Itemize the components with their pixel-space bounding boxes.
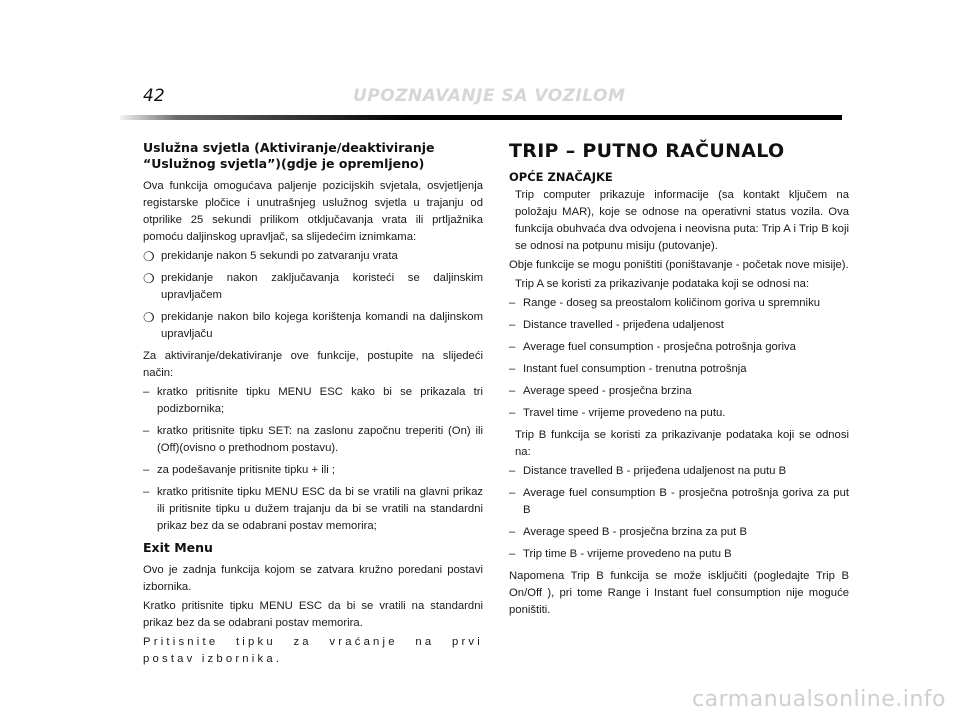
trip-a-item-text: Travel time - vrijeme provedeno na putu.: [523, 407, 726, 419]
list-item-text: prekidanje nakon bilo kojega korištenja komandi na daljinskom upravljaču: [161, 311, 483, 340]
circle-bullet-icon: ❍: [143, 249, 155, 264]
dash-icon: –: [509, 341, 516, 353]
trip-a-item: [509, 405, 849, 422]
header-title: UPOZNAVANJE SA VOZILOM: [353, 86, 626, 106]
dash-icon: –: [509, 319, 516, 331]
list-item-text: prekidanje nakon 5 sekundi po zatvaranju vrata: [161, 250, 398, 262]
general-features-heading: OPĆE ZNAČAJKE: [509, 170, 613, 184]
trip-a-item-text: Average speed - prosječna brzina: [523, 385, 692, 397]
step-text: kratko pritisnite tipku MENU ESC da bi se vratili na glavni prikaz ili pritisnite tipku u dužem trajanju da bi se vratili na standardni prikaz bez da se odabrani postav memorira;: [157, 486, 483, 532]
list-item-text: prekidanje nakon zaključavanja koristeći se daljinskim upravljačem: [161, 272, 483, 301]
exit-menu-heading: Exit Menu: [143, 540, 213, 555]
dash-icon: –: [143, 486, 150, 498]
dash-icon: –: [509, 487, 516, 499]
procedure-intro: Za aktiviranje/dekativiranje ove funkcije, postupite na slijedeći način:: [143, 350, 483, 379]
exit-menu-paragraph-3: Pritisnite tipku za vraćanje na prvi postav izbornika.: [143, 636, 483, 665]
exit-menu-paragraph-2: Kratko pritisnite tipku MENU ESC da bi se vratili na standardni prikaz bez da se odabrani postav memorira.: [143, 600, 483, 629]
dash-icon: –: [143, 464, 150, 476]
trip-note: Napomena Trip B funkcija se može isključiti (pogledajte Trip B On/Off ), pri tome Range i Instant fuel consumption nije moguće poništiti.: [509, 570, 849, 616]
list-item: [143, 248, 483, 265]
trip-a-item: [509, 317, 849, 334]
trip-a-item: [509, 339, 849, 356]
trip-a-item-text: Distance travelled - prijeđena udaljenost: [523, 319, 724, 331]
dash-icon: –: [143, 425, 150, 437]
trip-a-item-text: Range - doseg sa preostalom količinom goriva u spremniku: [523, 297, 821, 309]
dash-icon: –: [509, 297, 516, 309]
trip-paragraph-1: Trip computer prikazuje informacije (sa kontakt ključem na položaju MAR), koje se odnose na operativni status vozila. Ova funkcija obuhvaća dva odvojena i neovisna puta: Trip A i Trip B koji se odnosi na potpunu misiju (putovanje).: [515, 189, 849, 252]
trip-a-item: [509, 361, 849, 378]
step-item: [143, 462, 483, 479]
list-item: [143, 309, 483, 343]
watermark: carmanualsonline.info: [692, 687, 946, 712]
trip-b-intro: Trip B funkcija se koristi za prikazivanje podataka koji se odnosi na:: [515, 429, 849, 458]
step-item: [143, 384, 483, 418]
dash-icon: –: [509, 407, 516, 419]
circle-bullet-icon: ❍: [143, 271, 155, 286]
trip-b-item: [509, 463, 849, 480]
step-item: [143, 423, 483, 457]
step-text: za podešavanje pritisnite tipku + ili ;: [157, 464, 336, 476]
trip-b-item-text: Average speed B - prosječna brzina za put B: [523, 526, 747, 538]
trip-b-item-text: Trip time B - vrijeme provedeno na putu B: [523, 548, 732, 560]
trip-a-item: [509, 383, 849, 400]
service-lights-heading: Uslužna svjetla (Aktiviranje/deaktiviranje “Uslužnog svjetla”)(gdje je opremljeno): [143, 140, 435, 171]
trip-paragraph-2: Obje funkcije se mogu poništiti (poništavanje - početak nove misije).: [509, 259, 849, 271]
trip-b-item: [509, 524, 849, 541]
trip-b-item: [509, 485, 849, 519]
left-column: [143, 140, 483, 670]
dash-icon: –: [509, 526, 516, 538]
dash-icon: –: [509, 385, 516, 397]
trip-a-item-text: Instant fuel consumption - trenutna potrošnja: [523, 363, 747, 375]
trip-b-item: [509, 546, 849, 563]
trip-a-item: [509, 295, 849, 312]
header-rule: [120, 115, 842, 120]
right-column: [509, 140, 849, 621]
dash-icon: –: [509, 548, 516, 560]
step-text: kratko pritisnite tipku MENU ESC kako bi se prikazala tri podizbornika;: [157, 386, 483, 415]
dash-icon: –: [143, 386, 150, 398]
step-item: [143, 484, 483, 535]
dash-icon: –: [509, 363, 516, 375]
trip-a-intro: Trip A se koristi za prikazivanje podataka koji se odnosi na:: [515, 278, 810, 290]
trip-b-item-text: Distance travelled B - prijeđena udaljenost na putu B: [523, 465, 787, 477]
step-text: kratko pritisnite tipku SET: na zaslonu započnu treperiti (On) ili (Off)(ovisno o prethodnom postavu).: [157, 425, 483, 454]
trip-b-item-text: Average fuel consumption B - prosječna potrošnja goriva za put B: [523, 487, 849, 516]
trip-a-item-text: Average fuel consumption - prosječna potrošnja goriva: [523, 341, 796, 353]
service-lights-intro: Ova funkcija omogućava paljenje pozicijskih svjetala, osvjetljenja registarske pločice i unutrašnjeg uslužnog svjetla u trajanju od otprilike 25 sekundi prilikom otključavanja vrata ili prtljažnika pomoću daljinskog upravljač, sa slijedećim iznimkama:: [143, 180, 483, 243]
circle-bullet-icon: ❍: [143, 310, 155, 325]
trip-computer-heading: TRIP – PUTNO RAČUNALO: [509, 140, 785, 162]
exit-menu-paragraph-1: Ovo je zadnja funkcija kojom se zatvara kružno poredani postavi izbornika.: [143, 564, 483, 593]
list-item: [143, 270, 483, 304]
header-page-number: 42: [143, 86, 165, 106]
dash-icon: –: [509, 465, 516, 477]
